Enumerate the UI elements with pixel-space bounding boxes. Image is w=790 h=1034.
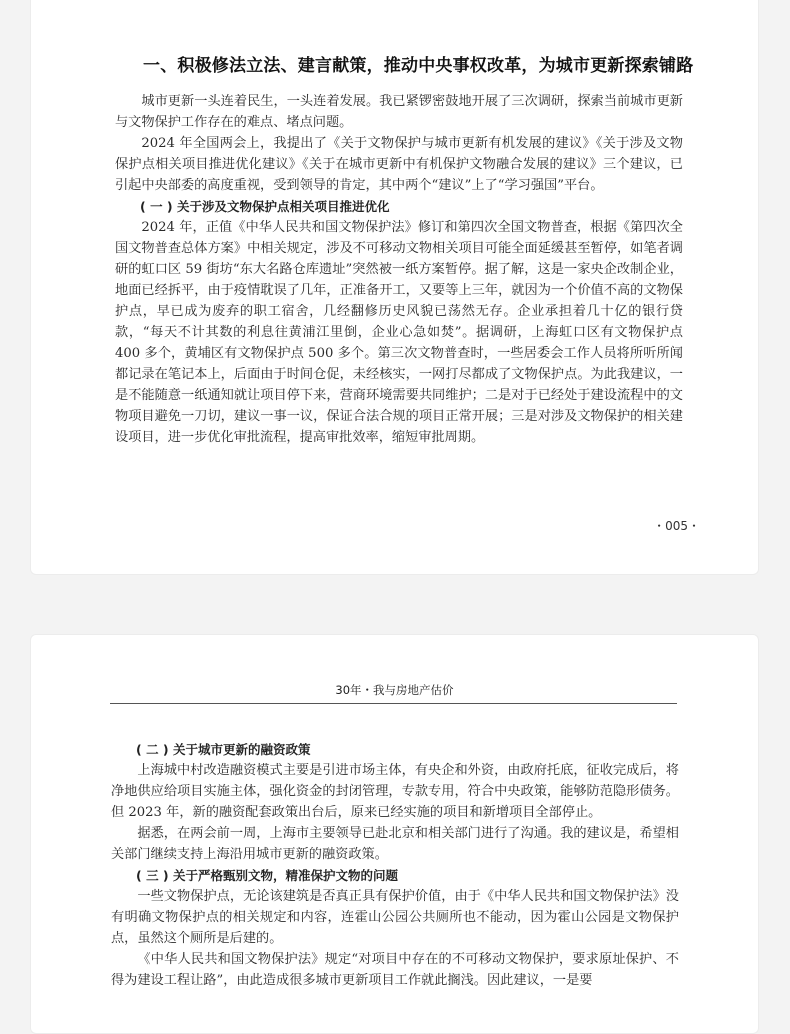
page-number: ・005・ (653, 519, 700, 533)
paragraph: 据悉，在两会前一周，上海市主要领导已赴北京和相关部门进行了沟通。我的建议是，希望相关部门继续支持上海沿用城市更新的融资政策。 (111, 826, 679, 862)
paragraph: 2024 年全国两会上，我提出了《关于文物保护与城市更新有机发展的建议》《关于涉及文物保护点相关项目推进优化建议》《关于在城市更新中有机保护文物融合发展的建议》三个建议，已引起中央部委的高度重视，受到领导的肯定，其中两个“建议”上了“学习强国”平台。 (115, 136, 683, 193)
paragraph: 城市更新一头连着民生，一头连着发展。我已紧锣密鼓地开展了三次调研，探索当前城市更新与文物保护工作存在的难点、堵点问题。 (115, 94, 683, 130)
paragraph: 《中华人民共和国文物保护法》规定“对项目中存在的不可移动文物保护，要求原址保护、不得为建设工程让路”，由此造成很多城市更新项目工作就此搁浅。因此建议，一是要 (111, 952, 679, 988)
paragraph: 一些文物保护点，无论该建筑是否真正具有保护价值，由于《中华人民共和国文物保护法》没有明确文物保护点的相关规定和内容，连霍山公园公共厕所也不能动，因为霍山公园是文物保护点，虽然这个厕所是后建的。 (111, 889, 679, 946)
subsection-heading: ( 三 ) 关于严格甄别文物，精准保护文物的问题 (136, 868, 398, 883)
cut-off-text-line (171, 0, 671, 5)
section-heading: 一、积极修法立法、建言献策，推动中央事权改革，为城市更新探索铺路 (143, 56, 694, 76)
document-page-006 (30, 634, 759, 1034)
header-rule (110, 703, 677, 704)
page-body-text (115, 91, 683, 448)
page-body-text (111, 739, 679, 991)
paragraph: 2024 年，正值《中华人民共和国文物保护法》修订和第四次全国文物普查，根据《第四次全国文物普查总体方案》中相关规定，涉及不可移动文物相关项目可能全面延缓甚至暂停，如笔者调研的虹口区 59 街坊“东大名路仓库遗址”突然被一纸方案暂停。据了解，这是一家央企改制企业，地面已经拆平，由于疫情耽误了几年，正准备开工，又要等上三年，就因为一个价值不高的文物保护点，早已成为废弃的职工宿舍，几经翻修历史风貌已荡然无存。企业承担着几十亿的银行贷款，“每天不计其数的利息往黄浦江里倒，企业心急如焚”。据调研，上海虹口区有文物保护点 400 多个，黄埔区有文物保护点 500 多个。第三次文物普查时，一些居委会工作人员将所听所闻都记录在笔记本上，后面由于时间仓促，未经核实，一网打尽都成了文物保护点。为此我建议，一是不能随意一纸通知就让项目停下来，营商环境需要共同维护；二是对于已经处于建设流程中的文物项目避免一刀切，建议一事一议，保证合法合规的项目正常开展；三是对涉及文物保护的相关建设项目，进一步优化审批流程，提高审批效率，缩短审批周期。 (115, 220, 683, 445)
document-page-005 (30, 0, 759, 575)
subsection-heading: ( 一 ) 关于涉及文物保护点相关项目推进优化 (140, 199, 390, 214)
subsection-heading: ( 二 ) 关于城市更新的融资政策 (136, 742, 311, 757)
running-header: 30年・我与房地产估价 (335, 683, 454, 697)
paragraph: 上海城中村改造融资模式主要是引进市场主体，有央企和外资，由政府托底，征收完成后，将净地供应给项目实施主体，强化资金的封闭管理，专款专用，符合中央政策，能够防范隐形债务。但 2023 年，新的融资配套政策出台后，原来已经实施的项目和新增项目全部停止。 (111, 763, 679, 820)
